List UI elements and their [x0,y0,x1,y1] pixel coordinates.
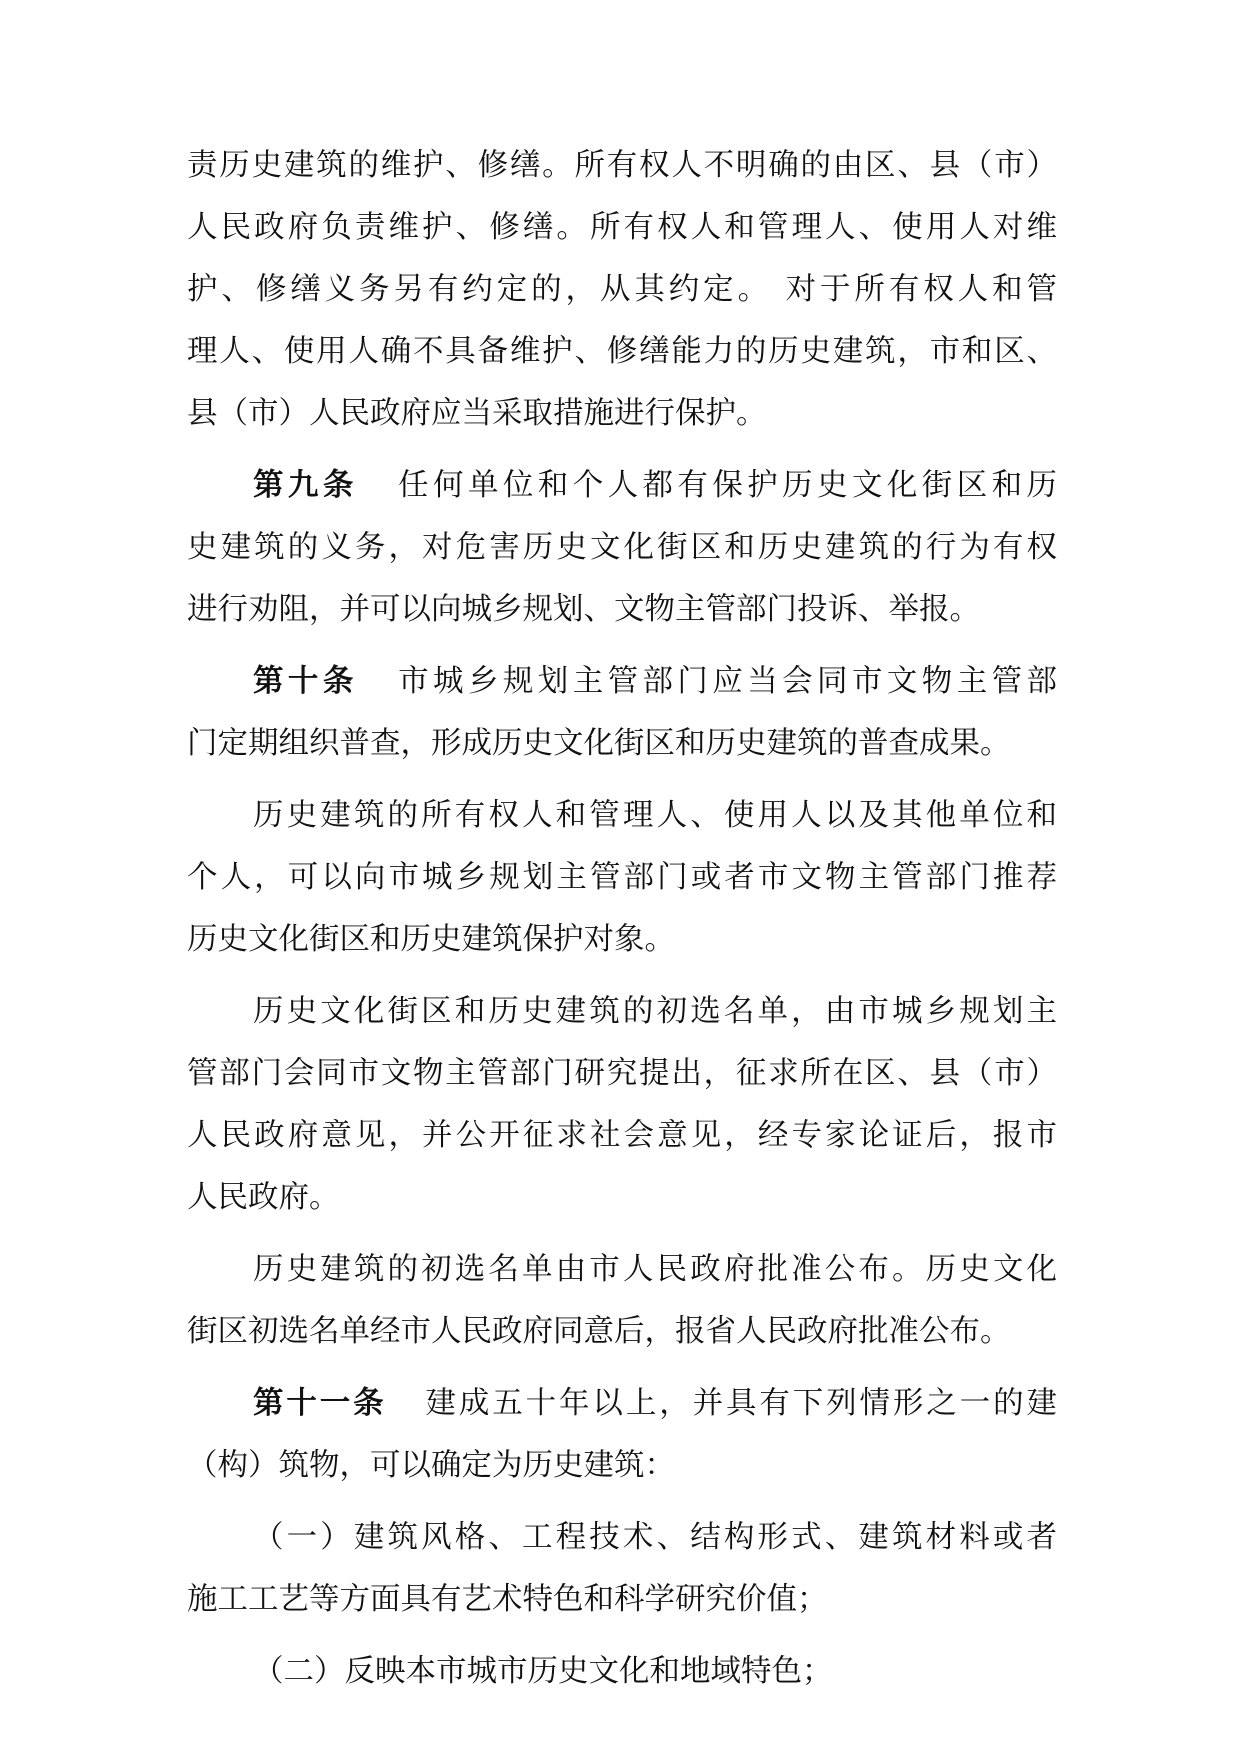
text-line: 个人，可以向市城乡规划主管部门或者市文物主管部门推荐 [187,860,1057,895]
article-heading: 第十一条 [253,1386,387,1421]
text-line: 街区初选名单经市人民政府同意后，报省人民政府批准公布。 [187,1314,1011,1349]
text-line: 历史建筑的所有权人和管理人、使用人以及其他单位和 [253,798,1057,833]
article-text: 任何单位和个人都有保护历史文化街区和历 [393,468,1057,503]
text-line: 人民政府意见，并公开征求社会意见，经专家论证后，报市 [187,1118,1057,1153]
text-line: 护、修缮义务另有约定的，从其约定。 对于所有权人和管 [187,272,1057,307]
text-line: 人民政府。 [187,1180,340,1215]
text-line: （构）筑物，可以确定为历史建筑： [187,1448,675,1483]
article-heading: 第十条 [253,664,358,699]
article-heading: 第九条 [253,468,358,503]
text-line: 管部门会同市文物主管部门研究提出，征求所在区、县（市） [187,1056,1057,1091]
text-line: 进行劝阻，并可以向城乡规划、文物主管部门投诉、举报。 [187,592,980,627]
text-line: 史建筑的义务，对危害历史文化街区和历史建筑的行为有权 [187,530,1057,565]
text-line: 县（市）人民政府应当采取措施进行保护。 [187,396,767,431]
list-item-line: （二）反映本市城市历史文化和地域特色； [253,1654,833,1689]
list-item-line: （一）建筑风格、工程技术、结构形式、建筑材料或者 [253,1520,1057,1555]
text-line: 历史文化街区和历史建筑保护对象。 [187,922,675,957]
article-11-first-line [253,1373,1057,1435]
text-line: 理人、使用人确不具备维护、修缮能力的历史建筑，市和区、 [187,334,1057,369]
text-line: 历史建筑的初选名单由市人民政府批准公布。历史文化 [253,1252,1057,1287]
article-9-first-line [253,455,1057,517]
text-line: 责历史建筑的维护、修缮。所有权人不明确的由区、县（市） [187,148,1057,183]
text-line: 人民政府负责维护、修缮。所有权人和管理人、使用人对维 [187,210,1057,245]
article-10-first-line [253,651,1057,713]
text-line: 施工工艺等方面具有艺术特色和科学研究价值； [187,1582,828,1617]
article-text: 市城乡规划主管部门应当会同市文物主管部 [393,664,1057,699]
text-line: 门定期组织普查，形成历史文化街区和历史建筑的普查成果。 [187,726,1011,761]
text-line: 历史文化街区和历史建筑的初选名单，由市城乡规划主 [253,994,1057,1029]
article-text: 建成五十年以上，并具有下列情形之一的建 [422,1386,1057,1421]
